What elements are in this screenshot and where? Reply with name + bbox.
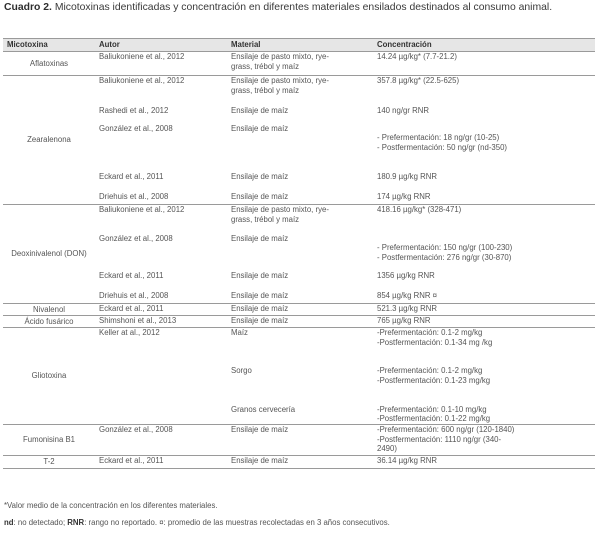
- concentration-cell-line: [377, 124, 591, 134]
- mycotoxin-cell: T-2: [3, 455, 95, 468]
- header-concentration: Concentración: [373, 39, 595, 52]
- footnote-symbol-text: ¤: promedio de las muestras recolectadas en 3 años consecutivos.: [159, 518, 390, 527]
- material-cell-line: Sorgo: [231, 366, 252, 376]
- concentration-cell-line: -Postfermentación: 0.1-22 mg/kg: [377, 414, 491, 424]
- concentration-cell-line: 36.14 µg/kg RNR: [377, 455, 437, 465]
- table-body: [3, 52, 595, 469]
- concentration-cell-line: - Postfermentación: 50 ng/gr (nd-350): [377, 142, 508, 152]
- table-row: [3, 328, 595, 425]
- table-row: [3, 76, 595, 106]
- author-cell: Driehuis et al., 2008: [99, 191, 169, 201]
- concentration-cell: [373, 52, 595, 76]
- material-cell: [227, 205, 373, 234]
- material-cell-line: Ensilaje de pasto mixto, rye-: [231, 76, 329, 85]
- material-cell-line: Ensilaje de maíz: [231, 424, 289, 434]
- footnote-rnr-label: RNR: [67, 518, 85, 527]
- concentration-cell: [373, 455, 595, 468]
- author-cell: Eckard et al., 2011: [99, 171, 164, 181]
- concentration-cell-line: -Postfermentación: 1110 ng/gr (340-: [377, 434, 502, 444]
- concentration-cell-line: 1356 µg/kg RNR: [377, 270, 435, 280]
- material-cell: [227, 291, 373, 304]
- concentration-cell-line: [377, 347, 591, 357]
- concentration-cell-line: [377, 357, 591, 367]
- material-cell-line: Ensilaje de pasto mixto, rye-: [231, 205, 329, 214]
- concentration-cell-line: 174 µg/kg RNR: [377, 191, 431, 201]
- material-cell: [227, 172, 373, 192]
- concentration-cell-line: -Prefermentación: 600 ng/gr (120-1840): [377, 424, 515, 434]
- material-cell-line: Ensilaje de maíz: [231, 304, 289, 313]
- author-cell: González et al., 2008: [95, 424, 227, 455]
- table-row: [3, 52, 595, 76]
- author-cell: Eckard et al., 2011: [95, 455, 227, 468]
- concentration-cell-line: -Prefermentación: 0.1-2 mg/kg: [377, 366, 483, 376]
- footnote-asterisk: *Valor medio de la concentración en los diferentes materiales.: [4, 501, 218, 510]
- author-cell: González et al., 2008: [99, 123, 173, 133]
- table-header-row: [3, 39, 595, 52]
- mycotoxin-cell: Fumonisina B1: [3, 424, 95, 455]
- concentration-cell: [373, 172, 595, 192]
- material-cell: [227, 76, 373, 106]
- concentration-cell-line: 2490): [377, 444, 397, 454]
- mycotoxin-cell: Aflatoxinas: [3, 52, 95, 76]
- material-cell-line: Ensilaje de maíz: [231, 290, 289, 300]
- header-mycotoxin: Micotoxina: [3, 39, 95, 52]
- material-cell: [227, 316, 373, 328]
- material-cell-line: Ensilaje de maíz: [231, 455, 289, 465]
- material-cell-line: Ensilaje de maíz: [231, 316, 289, 325]
- concentration-cell-line: 140 ng/gr RNR: [377, 105, 430, 115]
- author-cell: González et al., 2008: [99, 233, 173, 243]
- table-row: [3, 304, 595, 316]
- footnote-nd-label: nd: [4, 518, 14, 527]
- concentration-cell: [373, 328, 595, 425]
- header-author: Autor: [95, 39, 227, 52]
- mycotoxin-cell: Deoxinivalenol (DON): [3, 205, 95, 304]
- material-cell-line: [231, 386, 369, 396]
- concentration-cell-line: -Postfermentación: 0.1-34 mg /kg: [377, 337, 493, 347]
- material-cell: [227, 106, 373, 124]
- mycotoxin-cell: Zearalenona: [3, 76, 95, 205]
- material-cell-line: [231, 347, 369, 357]
- concentration-cell: [373, 424, 595, 455]
- material-cell: [227, 304, 373, 316]
- author-cell: Shimshoni et al., 2013: [95, 316, 227, 328]
- material-cell-line: grass, trébol y maíz: [231, 61, 300, 71]
- concentration-cell-line: 521.3 µg/kg RNR: [377, 304, 437, 313]
- author-cell: Eckard et al., 2011: [95, 304, 227, 316]
- table-row: [3, 424, 595, 455]
- material-cell-line: Ensilaje de maíz: [231, 233, 289, 243]
- concentration-cell: [373, 124, 595, 172]
- concentration-cell: [373, 106, 595, 124]
- concentration-cell: [373, 76, 595, 106]
- header-material: Material: [227, 39, 373, 52]
- concentration-cell-line: -Postfermentación: 0.1-23 mg/kg: [377, 375, 491, 385]
- concentration-cell-line: 357.8 µg/kg* (22.5-625): [377, 76, 460, 85]
- material-cell-line: Granos cervecería: [231, 404, 296, 414]
- footnote-rnr-text: : rango no reportado.: [84, 518, 160, 527]
- mycotoxin-cell: Nivalenol: [3, 304, 95, 316]
- concentration-cell: [373, 291, 595, 304]
- author-cell: Baliukoniene et al., 2012: [95, 205, 227, 234]
- author-cell: Keller at al., 2012: [95, 328, 227, 425]
- caption-text: Micotoxinas identificadas y concentración en diferentes materiales ensilados destinados al consumo animal.: [54, 2, 553, 13]
- concentration-cell-line: -Prefermentación: 0.1-10 mg/kg: [377, 404, 487, 414]
- material-cell-line: Ensilaje de maíz: [231, 123, 289, 133]
- material-cell-line: Ensilaje de maíz: [231, 270, 289, 280]
- material-cell-line: Ensilaje de pasto mixto, rye-: [231, 52, 329, 61]
- concentration-cell-line: [377, 395, 591, 405]
- material-cell: [227, 424, 373, 455]
- author-cell: Rashedi et al., 2012: [99, 105, 169, 115]
- material-cell-line: grass, trébol y maíz: [231, 214, 300, 224]
- concentration-cell-line: 14.24 µg/kg* (7.7-21.2): [377, 52, 457, 61]
- author-cell: Driehuis et al., 2008: [99, 290, 169, 300]
- table-caption: [4, 2, 596, 14]
- material-cell: [227, 455, 373, 468]
- concentration-cell: [373, 205, 595, 234]
- material-cell: [227, 52, 373, 76]
- material-cell: [227, 192, 373, 205]
- material-cell-line: grass, trébol y maíz: [231, 85, 300, 95]
- author-cell: Baliukoniene et al., 2012: [95, 76, 227, 106]
- author-cell: Baliukoniene et al., 2012: [95, 52, 227, 76]
- material-cell-line: [231, 376, 369, 386]
- table-row: [3, 455, 595, 468]
- material-cell-line: [231, 338, 369, 348]
- material-cell-line: [231, 357, 369, 367]
- material-cell-line: Ensilaje de maíz: [231, 171, 289, 181]
- concentration-cell: [373, 234, 595, 271]
- caption-label: Cuadro 2.: [4, 2, 52, 13]
- footnote-nd-text: : no detectado;: [13, 518, 68, 527]
- concentration-cell-line: 418.16 µg/kg* (328-471): [377, 205, 462, 214]
- concentration-cell-line: - Prefermentación: 18 ng/gr (10-25): [377, 133, 500, 143]
- material-cell: [227, 271, 373, 291]
- material-cell: [227, 328, 373, 425]
- material-cell: [227, 124, 373, 172]
- concentration-cell: [373, 192, 595, 205]
- concentration-cell: [373, 304, 595, 316]
- table-row: [3, 316, 595, 328]
- material-cell: [227, 234, 373, 271]
- table-row: [3, 205, 595, 234]
- author-cell: Eckard et al., 2011: [99, 270, 164, 280]
- material-cell-line: Ensilaje de maíz: [231, 191, 289, 201]
- material-cell-line: [231, 395, 369, 405]
- concentration-cell-line: 180.9 µg/kg RNR: [377, 171, 437, 181]
- concentration-cell-line: [377, 386, 591, 396]
- concentration-cell-line: - Postfermentación: 276 ng/gr (30-870): [377, 252, 512, 262]
- concentration-cell: [373, 316, 595, 328]
- concentration-cell-line: 854 µg/kg RNR ¤: [377, 290, 437, 300]
- concentration-cell-line: -Prefermentación: 0.1-2 mg/kg: [377, 328, 483, 337]
- concentration-cell-line: 765 µg/kg RNR: [377, 316, 431, 325]
- material-cell-line: Ensilaje de maíz: [231, 105, 289, 115]
- concentration-cell-line: [377, 234, 591, 244]
- concentration-cell: [373, 271, 595, 291]
- footnote-abbreviations: [4, 518, 390, 527]
- mycotoxin-table: [3, 38, 595, 469]
- concentration-cell-line: - Prefermentación: 150 ng/gr (100-230): [377, 243, 513, 253]
- mycotoxin-cell: Ácido fusárico: [3, 316, 95, 328]
- mycotoxin-cell: Gliotoxina: [3, 328, 95, 425]
- material-cell-line: Maíz: [231, 328, 248, 337]
